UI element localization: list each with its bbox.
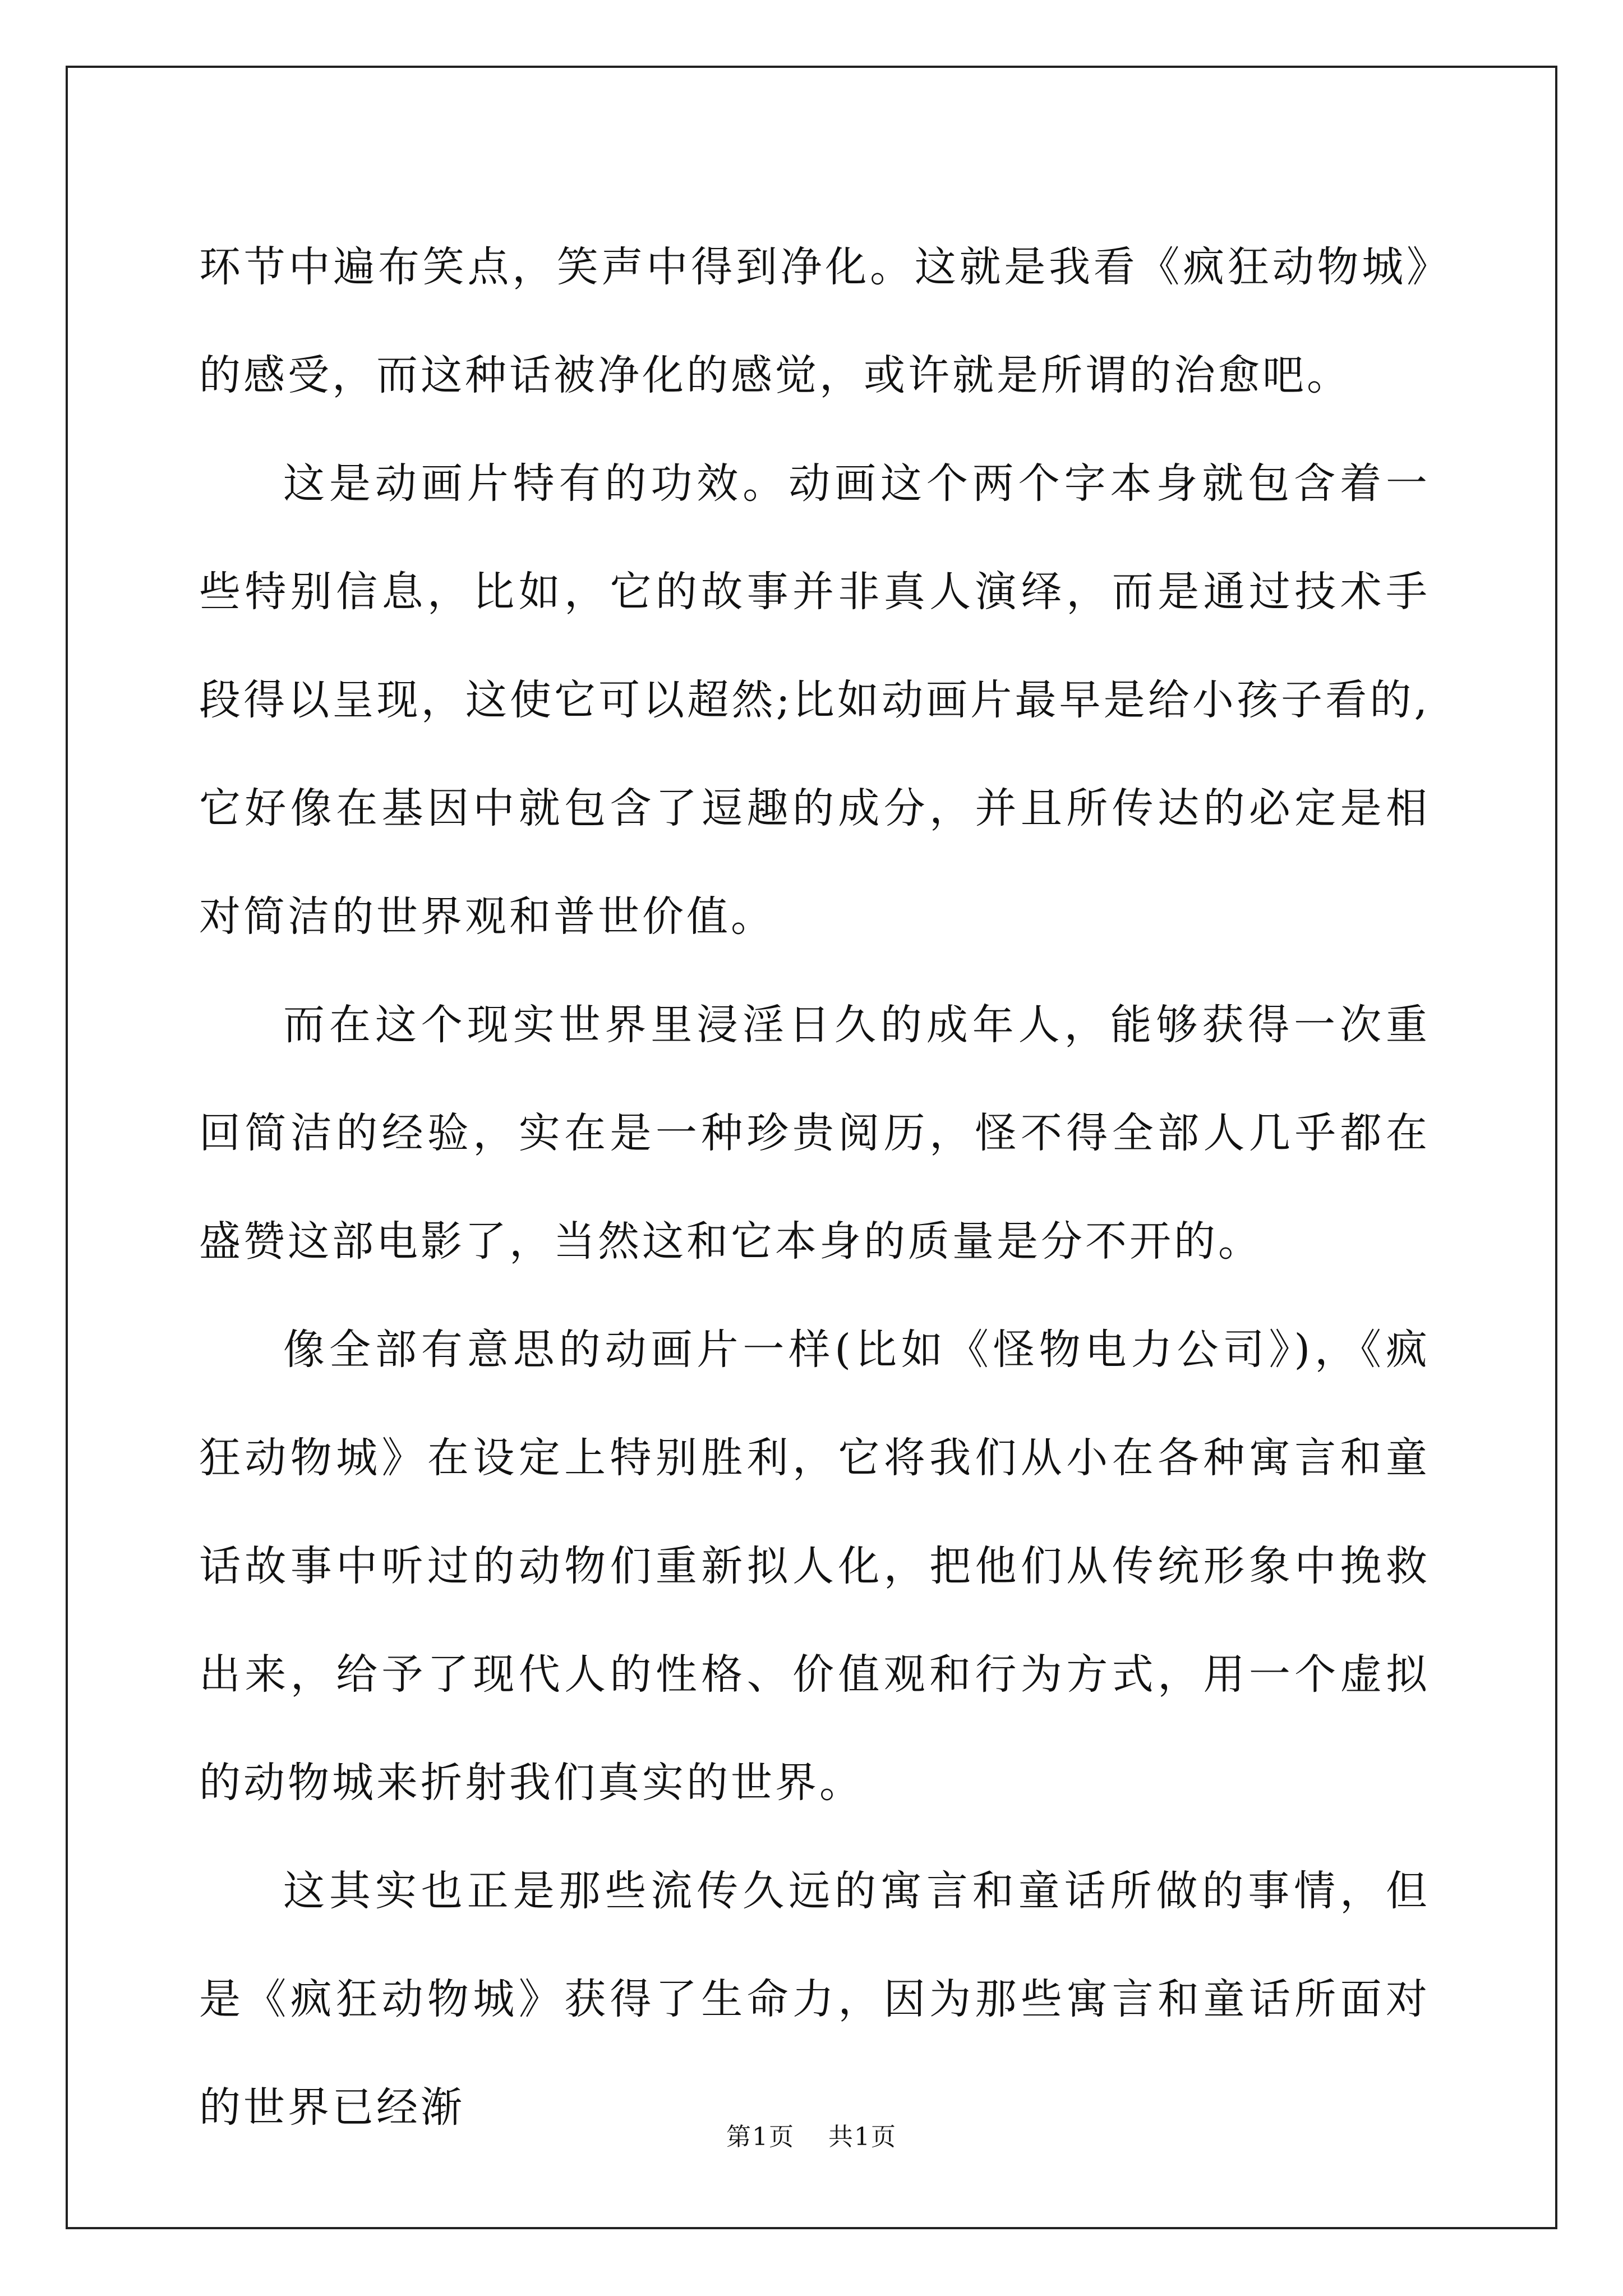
document-body bbox=[199, 213, 1430, 2162]
paragraph-3: 而在这个现实世界里浸淫日久的成年人，能够获得一次重回简洁的经验，实在是一种珍贵阅历，怪不得全部人几乎都在盛赞这部电影了，当然这和它本身的质量是分不开的。 bbox=[199, 1001, 1430, 1266]
paragraph-5: 这其实也正是那些流传久远的寓言和童话所做的事情，但是《疯狂动物城》获得了生命力，因为那些寓言和童话所面对的世界已经渐 bbox=[199, 1867, 1430, 2132]
paragraph-4: 像全部有意思的动画片一样(比如《怪物电力公司》)，《疯狂动物城》在设定上特别胜利，它将我们从小在各种寓言和童话故事中听过的动物们重新拟人化，把他们从传统形象中挽救出来，给予了现代人的性格、价值观和行为方式，用一个虚拟的动物城来折射我们真实的世界。 bbox=[199, 1326, 1430, 1807]
page-total: 共1页 bbox=[828, 2123, 897, 2151]
paragraph-2: 这是动画片特有的功效。动画这个两个字本身就包含着一些特别信息，比如，它的故事并非真人演绎，而是通过技术手段得以呈现，这使它可以超然;比如动画片最早是给小孩子看的,它好像在基因中就包含了逗趣的成分，并且所传达的必定是相对简洁的世界观和普世价值。 bbox=[199, 459, 1430, 941]
page-footer bbox=[0, 2120, 1623, 2154]
page-number: 第1页 bbox=[726, 2123, 795, 2151]
paragraph-1: 环节中遍布笑点，笑声中得到净化。这就是我看《疯狂动物城》的感受，而这种话被净化的感觉，或许就是所谓的治愈吧。 bbox=[199, 243, 1430, 399]
